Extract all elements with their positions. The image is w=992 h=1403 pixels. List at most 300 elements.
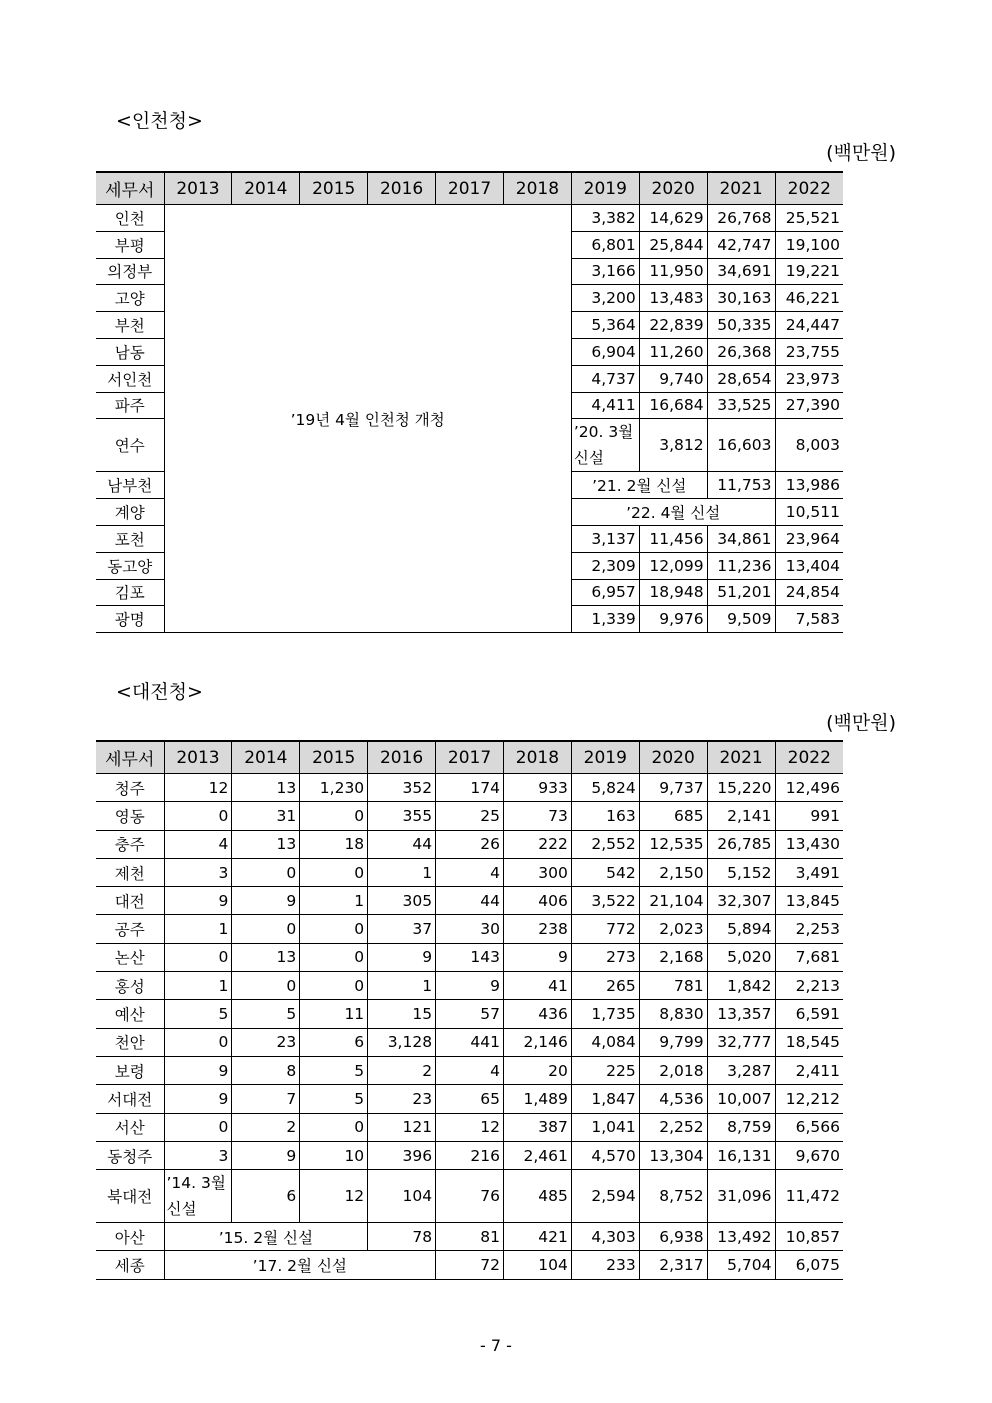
value-cell: 19,100 [775,231,843,258]
office-name: 인천 [96,205,164,232]
column-header: 2020 [639,741,707,774]
value-cell: 233 [571,1251,639,1279]
value-cell: 7 [232,1085,300,1113]
table-row [96,1223,843,1251]
value-cell: 32,777 [707,1028,775,1056]
value-cell: 30,163 [707,285,775,312]
value-cell: 1 [164,972,232,1000]
value-cell: 2,146 [503,1028,571,1056]
value-cell: 10,007 [707,1085,775,1113]
office-name: 김포 [96,579,164,606]
office-name: 파주 [96,392,164,419]
office-name: 영동 [96,802,164,830]
value-cell: 26 [436,830,504,858]
table-row [96,1000,843,1028]
value-cell: 0 [300,858,368,886]
value-cell: 57 [436,1000,504,1028]
incheon-header-row [96,172,843,205]
value-cell: 23,973 [775,365,843,392]
value-cell: 387 [503,1113,571,1141]
value-cell: 3,491 [775,858,843,886]
column-header: 세무서 [96,172,164,205]
office-name: 예산 [96,1000,164,1028]
note-cell: ’21. 2월 신설 [571,472,707,499]
value-cell: 15 [368,1000,436,1028]
value-cell: 11,753 [707,472,775,499]
value-cell: 23 [232,1028,300,1056]
value-cell: 13,404 [775,552,843,579]
value-cell: 12,496 [775,774,843,802]
value-cell: 10,511 [775,499,843,526]
value-cell: 50,335 [707,312,775,339]
table-row [96,1251,843,1279]
value-cell: 13,483 [639,285,707,312]
column-header: 2015 [300,172,368,205]
note-cell: ’22. 4월 신설 [571,499,775,526]
table-row [96,1113,843,1141]
value-cell: 121 [368,1113,436,1141]
value-cell: 143 [436,943,504,971]
value-cell: 6 [300,1028,368,1056]
column-header: 2017 [436,741,504,774]
value-cell: 5,704 [707,1251,775,1279]
value-cell: 16,684 [639,392,707,419]
value-cell: 31 [232,802,300,830]
value-cell: 2,141 [707,802,775,830]
value-cell: 65 [436,1085,504,1113]
page-number: - 7 - [480,1336,512,1355]
column-header: 2021 [707,741,775,774]
value-cell: 2,253 [775,915,843,943]
value-cell: 78 [368,1223,436,1251]
value-cell: 9,799 [639,1028,707,1056]
value-cell: 9 [503,943,571,971]
value-cell: 9 [164,887,232,915]
value-cell: 1 [368,972,436,1000]
value-cell: 3,200 [571,285,639,312]
table-row [96,943,843,971]
value-cell: 3,166 [571,258,639,285]
value-cell: 0 [232,972,300,1000]
value-cell: 0 [164,1028,232,1056]
value-cell: 72 [436,1251,504,1279]
value-cell: 1 [300,887,368,915]
value-cell: 542 [571,858,639,886]
column-header: 2019 [571,741,639,774]
value-cell: 73 [503,802,571,830]
value-cell: 13,304 [639,1141,707,1169]
value-cell: 11,260 [639,338,707,365]
value-cell: 2,150 [639,858,707,886]
value-cell: 18 [300,830,368,858]
value-cell: 2,461 [503,1141,571,1169]
value-cell: 9 [436,972,504,1000]
incheon-unit-label: (백만원) [826,142,896,164]
value-cell: 9 [368,943,436,971]
value-cell: 33,525 [707,392,775,419]
value-cell: 22,839 [639,312,707,339]
value-cell: 0 [164,802,232,830]
value-cell: 3 [164,858,232,886]
value-cell: 3,137 [571,525,639,552]
column-header: 2018 [503,741,571,774]
value-cell: 5,020 [707,943,775,971]
value-cell: 37 [368,915,436,943]
value-cell: 20 [503,1056,571,1084]
value-cell: 1 [368,858,436,886]
value-cell: 6 [232,1170,300,1223]
value-cell: 174 [436,774,504,802]
value-cell: 8,003 [775,419,843,472]
value-cell: 51,201 [707,579,775,606]
value-cell: 13,845 [775,887,843,915]
value-cell: 0 [300,943,368,971]
office-name: 동청주 [96,1141,164,1169]
value-cell: 16,131 [707,1141,775,1169]
value-cell: 1,735 [571,1000,639,1028]
value-cell: 34,691 [707,258,775,285]
value-cell: 9 [164,1056,232,1084]
value-cell: 406 [503,887,571,915]
value-cell: 31,096 [707,1170,775,1223]
column-header: 2018 [503,172,571,205]
value-cell: 772 [571,915,639,943]
value-cell: 9,509 [707,606,775,633]
office-name: 계양 [96,499,164,526]
value-cell: 9 [232,887,300,915]
value-cell: 4,536 [639,1085,707,1113]
daejeon-section-title: <대전청> [116,681,203,703]
value-cell: 4 [436,1056,504,1084]
value-cell: 13,357 [707,1000,775,1028]
value-cell: 104 [503,1251,571,1279]
value-cell: 441 [436,1028,504,1056]
value-cell: 12 [300,1170,368,1223]
value-cell: 28,654 [707,365,775,392]
value-cell: 3,382 [571,205,639,232]
value-cell: 4,570 [571,1141,639,1169]
column-header: 2020 [639,172,707,205]
office-name: 동고양 [96,552,164,579]
column-header: 2014 [232,172,300,205]
value-cell: 0 [232,858,300,886]
table-row [96,1141,843,1169]
value-cell: 11 [300,1000,368,1028]
value-cell: 991 [775,802,843,830]
table-row [96,858,843,886]
value-cell: 238 [503,915,571,943]
office-name: 남부천 [96,472,164,499]
office-name: 공주 [96,915,164,943]
value-cell: 23,964 [775,525,843,552]
value-cell: 421 [503,1223,571,1251]
value-cell: 9,737 [639,774,707,802]
office-name: 아산 [96,1223,164,1251]
value-cell: 5 [232,1000,300,1028]
value-cell: 6,801 [571,231,639,258]
value-cell: 44 [436,887,504,915]
value-cell: 11,472 [775,1170,843,1223]
value-cell: 4,411 [571,392,639,419]
office-name: 서대전 [96,1085,164,1113]
value-cell: 41 [503,972,571,1000]
value-cell: 3,522 [571,887,639,915]
value-cell: 0 [300,915,368,943]
value-cell: 5 [300,1056,368,1084]
column-header: 2013 [164,172,232,205]
office-name: 홍성 [96,972,164,1000]
value-cell: 1,842 [707,972,775,1000]
office-name: 연수 [96,419,164,472]
value-cell: 396 [368,1141,436,1169]
value-cell: 5,152 [707,858,775,886]
value-cell: 355 [368,802,436,830]
value-cell: 2,168 [639,943,707,971]
value-cell: 26,785 [707,830,775,858]
value-cell: 2,552 [571,830,639,858]
value-cell: 10,857 [775,1223,843,1251]
value-cell: 6,075 [775,1251,843,1279]
table-row [96,1085,843,1113]
value-cell: 8 [232,1056,300,1084]
value-cell: 1 [164,915,232,943]
value-cell: 2,023 [639,915,707,943]
value-cell: 6,904 [571,338,639,365]
value-cell: 163 [571,802,639,830]
value-cell: 13,492 [707,1223,775,1251]
table-row [96,915,843,943]
value-cell: 42,747 [707,231,775,258]
merged-note-cell: ’19년 4월 인천청 개청 [164,205,571,633]
value-cell: 9 [164,1085,232,1113]
value-cell: 781 [639,972,707,1000]
value-cell: 2,411 [775,1056,843,1084]
office-name: 광명 [96,606,164,633]
value-cell: 9 [232,1141,300,1169]
value-cell: 436 [503,1000,571,1028]
value-cell: 12 [436,1113,504,1141]
table-row [96,1170,843,1223]
office-name: 보령 [96,1056,164,1084]
value-cell: 26,368 [707,338,775,365]
column-header: 2021 [707,172,775,205]
column-header: 2016 [368,741,436,774]
value-cell: 16,603 [707,419,775,472]
value-cell: 0 [300,972,368,1000]
value-cell: 8,830 [639,1000,707,1028]
value-cell: 25 [436,802,504,830]
value-cell: 352 [368,774,436,802]
value-cell: 13 [232,774,300,802]
value-cell: 9,670 [775,1141,843,1169]
note-cell: ’20. 3월 신설 [571,419,639,472]
daejeon-header-row [96,741,843,774]
daejeon-table [96,740,843,1280]
office-name: 제천 [96,858,164,886]
office-name: 세종 [96,1251,164,1279]
value-cell: 25,521 [775,205,843,232]
column-header: 2016 [368,172,436,205]
value-cell: 13,430 [775,830,843,858]
value-cell: 19,221 [775,258,843,285]
value-cell: 4,737 [571,365,639,392]
column-header: 2019 [571,172,639,205]
office-name: 청주 [96,774,164,802]
value-cell: 76 [436,1170,504,1223]
office-name: 천안 [96,1028,164,1056]
value-cell: 13 [232,943,300,971]
value-cell: 0 [232,915,300,943]
value-cell: 1,230 [300,774,368,802]
office-name: 고양 [96,285,164,312]
value-cell: 27,390 [775,392,843,419]
value-cell: 225 [571,1056,639,1084]
value-cell: 12 [164,774,232,802]
value-cell: 2,317 [639,1251,707,1279]
value-cell: 18,545 [775,1028,843,1056]
value-cell: 21,104 [639,887,707,915]
column-header: 2015 [300,741,368,774]
value-cell: 25,844 [639,231,707,258]
value-cell: 9,976 [639,606,707,633]
table-row [96,1056,843,1084]
value-cell: 11,236 [707,552,775,579]
value-cell: 81 [436,1223,504,1251]
value-cell: 1,489 [503,1085,571,1113]
table-row [96,887,843,915]
value-cell: 4 [436,858,504,886]
value-cell: 485 [503,1170,571,1223]
column-header: 2022 [775,741,843,774]
value-cell: 15,220 [707,774,775,802]
value-cell: 4,084 [571,1028,639,1056]
value-cell: 4 [164,830,232,858]
value-cell: 5,364 [571,312,639,339]
incheon-table [96,171,843,633]
value-cell: 26,768 [707,205,775,232]
value-cell: 30 [436,915,504,943]
value-cell: 2 [232,1113,300,1141]
value-cell: 44 [368,830,436,858]
note-cell: ’17. 2월 신설 [164,1251,436,1279]
table-row [96,972,843,1000]
value-cell: 0 [164,1113,232,1141]
value-cell: 5 [300,1085,368,1113]
note-cell: ’15. 2월 신설 [164,1223,368,1251]
value-cell: 14,629 [639,205,707,232]
value-cell: 11,456 [639,525,707,552]
office-name: 충주 [96,830,164,858]
daejeon-unit-label: (백만원) [826,712,896,734]
value-cell: 23,755 [775,338,843,365]
value-cell: 6,938 [639,1223,707,1251]
value-cell: 2,252 [639,1113,707,1141]
value-cell: 5 [164,1000,232,1028]
value-cell: 6,566 [775,1113,843,1141]
value-cell: 3,287 [707,1056,775,1084]
value-cell: 10 [300,1141,368,1169]
value-cell: 300 [503,858,571,886]
office-name: 서산 [96,1113,164,1141]
value-cell: 23 [368,1085,436,1113]
value-cell: 12,212 [775,1085,843,1113]
table-row [96,802,843,830]
value-cell: 8,752 [639,1170,707,1223]
value-cell: 2 [368,1056,436,1084]
office-name: 논산 [96,943,164,971]
value-cell: 6,591 [775,1000,843,1028]
table-row [96,830,843,858]
value-cell: 0 [300,802,368,830]
value-cell: 24,447 [775,312,843,339]
office-name: 대전 [96,887,164,915]
value-cell: 933 [503,774,571,802]
value-cell: 13 [232,830,300,858]
value-cell: 2,309 [571,552,639,579]
value-cell: 9,740 [639,365,707,392]
value-cell: 34,861 [707,525,775,552]
office-name: 서인천 [96,365,164,392]
value-cell: 3,812 [639,419,707,472]
value-cell: 216 [436,1141,504,1169]
value-cell: 5,824 [571,774,639,802]
table-row [96,774,843,802]
value-cell: 18,948 [639,579,707,606]
value-cell: 0 [164,943,232,971]
value-cell: 273 [571,943,639,971]
value-cell: 104 [368,1170,436,1223]
office-name: 의정부 [96,258,164,285]
table-row [96,1028,843,1056]
column-header: 2017 [436,172,504,205]
office-name: 북대전 [96,1170,164,1223]
value-cell: 7,681 [775,943,843,971]
value-cell: 685 [639,802,707,830]
column-header: 세무서 [96,741,164,774]
value-cell: 7,583 [775,606,843,633]
value-cell: 3,128 [368,1028,436,1056]
value-cell: 6,957 [571,579,639,606]
value-cell: 1,847 [571,1085,639,1113]
column-header: 2014 [232,741,300,774]
column-header: 2013 [164,741,232,774]
value-cell: 32,307 [707,887,775,915]
value-cell: 265 [571,972,639,1000]
value-cell: 12,099 [639,552,707,579]
value-cell: 3 [164,1141,232,1169]
value-cell: 2,213 [775,972,843,1000]
value-cell: 1,041 [571,1113,639,1141]
office-name: 포천 [96,525,164,552]
value-cell: 8,759 [707,1113,775,1141]
incheon-section-title: <인천청> [116,110,203,132]
office-name: 부천 [96,312,164,339]
value-cell: 12,535 [639,830,707,858]
value-cell: 2,594 [571,1170,639,1223]
value-cell: 1,339 [571,606,639,633]
note-cell: ’14. 3월 신설 [164,1170,232,1223]
column-header: 2022 [775,172,843,205]
office-name: 부평 [96,231,164,258]
value-cell: 2,018 [639,1056,707,1084]
value-cell: 13,986 [775,472,843,499]
value-cell: 222 [503,830,571,858]
value-cell: 5,894 [707,915,775,943]
value-cell: 305 [368,887,436,915]
value-cell: 46,221 [775,285,843,312]
value-cell: 0 [300,1113,368,1141]
value-cell: 4,303 [571,1223,639,1251]
